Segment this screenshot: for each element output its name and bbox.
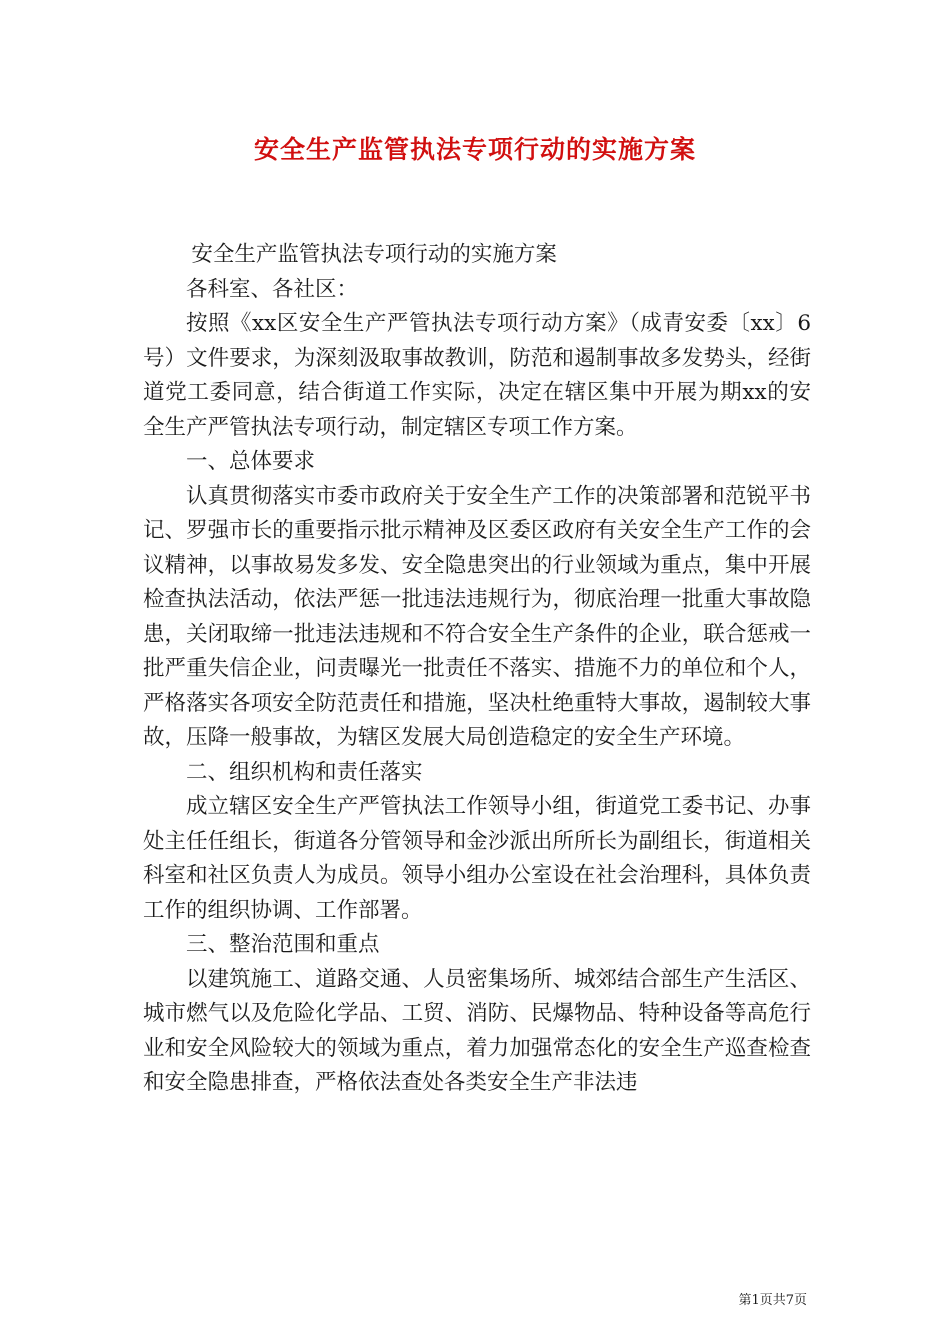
section-2-paragraph: 成立辖区安全生产严管执法工作领导小组，街道党工委书记、办事处主任任组长，街道各分管领导和金沙派出所所长为副组长，街道相关科室和社区负责人为成员。领导小组办公室设在社会治理科，具体负责工作的组织协调、工作部署。 (143, 794, 811, 923)
document-title: 安全生产监管执法专项行动的实施方案 (253, 135, 696, 164)
intro-paragraph: 按照《xx区安全生产严管执法专项行动方案》（成青安委〔xx〕6号）文件要求，为深刻汲取事故教训，防范和遏制事故多发势头，经街道党工委同意，结合街道工作实际，决定在辖区集中开展为期xx的安全生产严管执法专项行动，制定辖区专项工作方案。 (143, 311, 811, 440)
section-heading-3: 三、整治范围和重点 (186, 932, 380, 957)
section-heading-2: 二、组织机构和责任落实 (186, 759, 423, 785)
body-heading: 安全生产监管执法专项行动的实施方案 (191, 242, 557, 267)
salutation: 各科室、各社区： (186, 276, 359, 302)
page-number: 第1页共7页 (738, 1293, 807, 1308)
section-heading-1: 一、总体要求 (186, 449, 316, 474)
section-3-paragraph: 以建筑施工、道路交通、人员密集场所、城郊结合部生产生活区、城市燃气以及危险化学品、工贸、消防、民爆物品、特种设备等高危行业和安全风险较大的领域为重点，着力加强常态化的安全生产巡查检查和安全隐患排查，严格依法查处各类安全生产非法违 (143, 966, 811, 1095)
section-1-paragraph: 认真贯彻落实市委市政府关于安全生产工作的决策部署和范锐平书记、罗强市长的重要指示批示精神及区委区政府有关安全生产工作的会议精神，以事故易发多发、安全隐患突出的行业领域为重点，集中开展检查执法活动，依法严惩一批违法违规行为，彻底治理一批重大事故隐患，关闭取缔一批违法违规和不符合安全生产条件的企业，联合惩戒一批严重失信企业，问责曝光一批责任不落实、措施不力的单位和个人，严格落实各项安全防范责任和措施，坚决杜绝重特大事故，遏制较大事故，压降一般事故，为辖区发展大局创造稳定的安全生产环境。 (143, 483, 811, 750)
document-body (143, 238, 811, 1101)
